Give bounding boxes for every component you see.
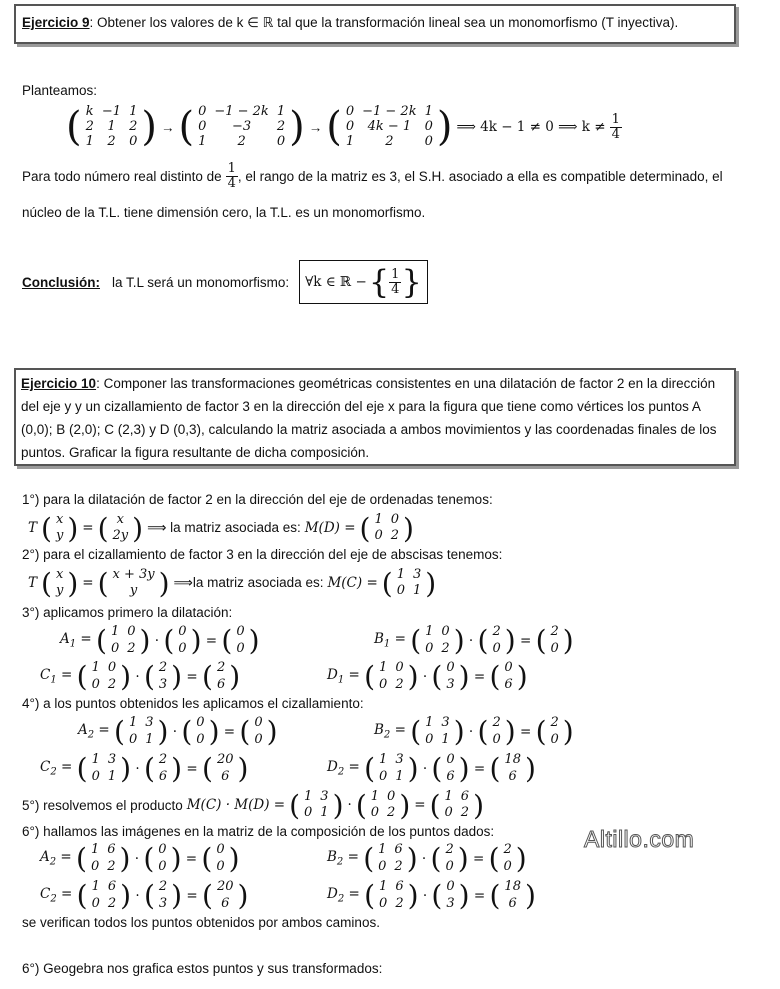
exercise-10-line-4: puntos. Graficar la figura resultante de dicha composición. (21, 445, 370, 460)
step-1-text: 1°) para la dilatación de factor 2 en la dirección del eje de ordenadas tenemos: (22, 492, 493, 507)
eq-c2: $C_2$ = ( 1 3 0 1 ) · ( 2 6 ) = ( 20 6 ) (40, 752, 249, 785)
exercise-10-box (14, 368, 736, 466)
arrow-2: → (308, 119, 323, 135)
step-3-text: 3°) aplicamos primero la dilatación: (22, 605, 233, 620)
para-post: , el rango de la matriz es 3, el S.H. asociado a ella es compatible determinado, el (237, 168, 723, 184)
eq-c1: $C_1$ = ( 1 0 0 2 ) · ( 2 3 ) = ( 2 6 ) (40, 660, 241, 693)
conclusion-row (22, 259, 432, 305)
exercise-10-line-1: Ejercicio 10: Componer las transformaciones geométricas consistentes en una dilatación de factor 2 en la dirección (21, 376, 716, 391)
verification-text: se verifican todos los puntos obtenidos por ambos caminos. (22, 915, 380, 930)
eq-a1: $A_1$ = ( 1 0 0 2 ) · ( 0 0 ) = ( 0 0 ) (60, 624, 260, 657)
step-5-text: 5°) resolvemos el producto (22, 797, 183, 813)
exercise-9-heading (22, 15, 678, 31)
exercise-9-statement: : Obtener los valores de k ∈ ℝ tal que la transformación lineal sea un monomorfismo (T inyectiva). (89, 15, 679, 30)
altillo-logo: Altillo.com (584, 826, 695, 852)
step-2-mid: ⟹la matriz asociada es: (173, 575, 324, 590)
eq-a2: $A_2$ = ( 1 3 0 1 ) · ( 0 0 ) = ( 0 0 ) (78, 715, 278, 748)
step-2-text: 2°) para el cizallamiento de factor 3 en la dirección del eje de abscisas tenemos: (22, 547, 503, 562)
eq-c3: $C_2$ = ( 1 6 0 2 ) · ( 2 3 ) = ( 20 6 ) (40, 879, 249, 912)
exercise-10-line-2: del eje y y un cizallamiento de factor 3 en la dirección del eje x para la figura que tiene como vértices los puntos A (21, 399, 701, 414)
step-1-mid: ⟹ la matriz asociada es: (147, 520, 301, 535)
conclusion-label: Conclusión: (22, 274, 100, 290)
step-5-row: 5°) resolvemos el producto M(C) · M(D) = ( 1 3 0 1 ) · ( 1 0 0 2 ) = ( 1 6 0 2 ) (22, 788, 484, 822)
eq-d3: $D_2$ = ( 1 6 0 2 ) · ( 0 3 ) = ( 18 6 ) (327, 879, 536, 912)
paragraph-line-1 (22, 160, 727, 192)
step-6-text: 6°) hallamos las imágenes en la matriz de la composición de los puntos dados: (22, 824, 495, 839)
paragraph-line-2: núcleo de la T.L. tiene dimensión cero, la T.L. es un monomorfismo. (22, 205, 426, 220)
conclusion-math: ∀k ∈ ℝ − (305, 274, 367, 290)
condition-text: ⟹ 4k − 1 ≠ 0 ⟹ k ≠ (456, 119, 606, 135)
step-6b-text: 6°) Geogebra nos grafica estos puntos y sus transformados: (22, 961, 383, 976)
exercise-9-box (14, 4, 736, 44)
eq-d2: $D_2$ = ( 1 3 0 1 ) · ( 0 6 ) = ( 18 6 ) (327, 752, 536, 785)
matrix-composition: ( 1 6 0 2 ) (429, 788, 484, 822)
exercise-10-line-3: (0,0); B (2,0); C (2,3) y D (0,3), calculando la matriz asociada a ambos movimientos y las coordenadas finales de los (21, 422, 717, 437)
planteamos-label: Planteamos: (22, 83, 98, 98)
conclusion-result-box: ∀k ∈ ℝ − { $\frac{1}{4}$ } (299, 260, 428, 304)
matrix-a2: ( 0 −1 − 2k 1 0 −3 2 1 2 0 ) (178, 103, 305, 150)
eq-a3: $A_2$ = ( 1 6 0 2 ) · ( 0 0 ) = ( 0 0 ) (40, 842, 240, 875)
para-pre: Para todo número real distinto de (22, 168, 222, 184)
matrix-md: ( 1 0 0 2 ) (359, 511, 414, 545)
eq-d1: $D_1$ = ( 1 0 0 2 ) · ( 0 3 ) = ( 0 6 ) (327, 660, 528, 693)
matrix-mc: ( 1 3 0 1 ) (381, 566, 437, 600)
exercise-10-title: Ejercicio 10 (21, 376, 97, 391)
eq-b1: $B_1$ = ( 1 0 0 2 ) · ( 2 0 ) = ( 2 0 ) (374, 624, 574, 657)
step-2-formula: T ( x y ) = ( x + 3y y ) ⟹la matriz asociada es: M(C) = ( 1 3 0 1 ) (28, 566, 437, 600)
eq-b3: $B_2$ = ( 1 6 0 2 ) · ( 2 0 ) = ( 2 0 ) (327, 842, 527, 875)
matrix-a1: ( k −1 1 2 1 2 1 2 0 ) (66, 103, 157, 150)
exercise-9-title: Ejercicio 9 (22, 15, 90, 30)
step-4-text: 4°) a los puntos obtenidos les aplicamos el cizallamiento: (22, 696, 364, 711)
matrix-reduction-row (66, 103, 626, 151)
matrix-a3: ( 0 −1 − 2k 1 0 4k − 1 0 1 2 0 ) (326, 103, 453, 150)
step-1-formula: T ( x y ) = ( x 2y ) ⟹ la matriz asociada es: M(D) = ( 1 0 0 2 ) (28, 511, 414, 545)
conclusion-text: la T.L será un monomorfismo: (112, 274, 290, 290)
fraction-one-quarter: $\frac{1}{4}$ (611, 111, 620, 142)
arrow-1: → (160, 119, 175, 135)
eq-b2: $B_2$ = ( 1 3 0 1 ) · ( 2 0 ) = ( 2 0 ) (374, 715, 574, 748)
fraction-one-quarter-inline: $\frac{1}{4}$ (227, 160, 236, 191)
